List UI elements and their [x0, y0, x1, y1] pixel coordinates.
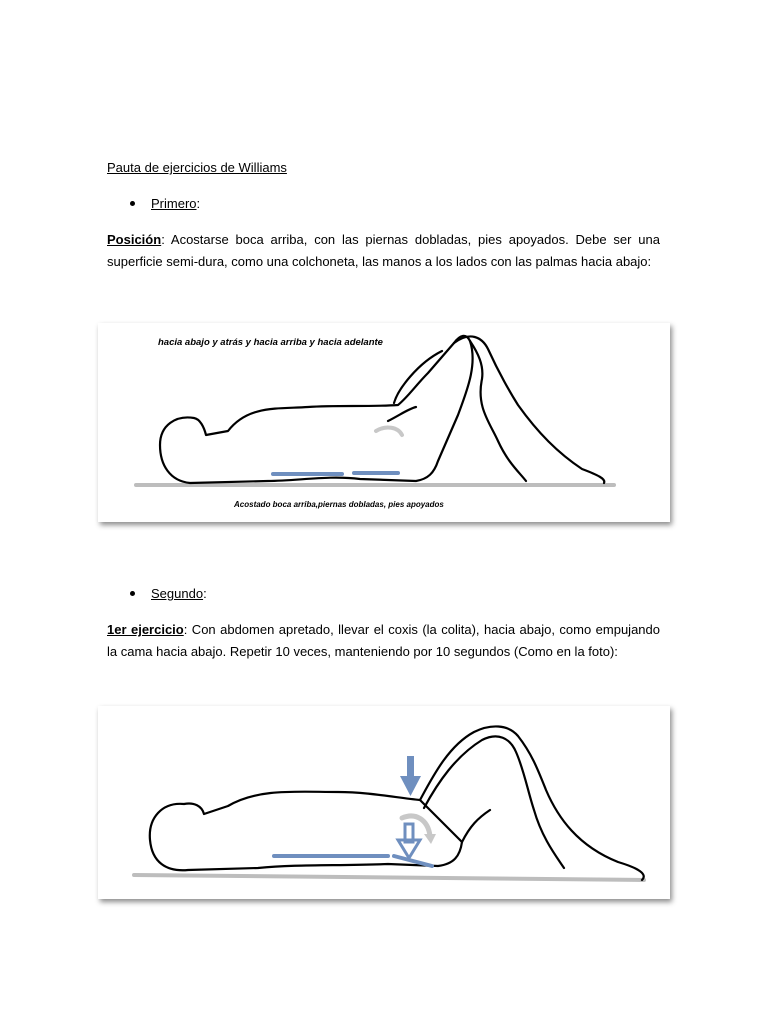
paragraph-posicion	[107, 229, 660, 272]
bullet-dot-icon	[130, 201, 135, 206]
paragraph-text: : Con abdomen apretado, llevar el coxis (la colita), hacia abajo, como empujando la cama hacia abajo. Repetir 10 veces, manteniendo por 10 segundos (Como en la foto):	[107, 622, 660, 659]
curved-arrow-icon	[376, 428, 402, 435]
bullet-dot-icon	[130, 591, 135, 596]
bullet-label: Segundo	[151, 586, 204, 601]
paragraph-label: 1er ejercicio	[107, 622, 184, 637]
legs-outline	[420, 726, 644, 880]
paragraph-label: Posición	[107, 232, 162, 247]
document-title: Pauta de ejercicios de Williams	[107, 160, 287, 175]
curved-arrow-head-icon	[424, 834, 436, 844]
figure-1-illustration	[98, 323, 670, 522]
bullet-label: Primero	[151, 196, 197, 211]
figure-1-bottom-caption: Acostado boca arriba,piernas dobladas, pies apoyados	[234, 500, 444, 509]
body-outline	[150, 792, 462, 871]
body-outline	[160, 336, 473, 483]
bullet-segundo	[130, 586, 207, 601]
legs-outline	[388, 336, 604, 483]
figure-resting-position	[98, 323, 670, 522]
paragraph-text: : Acostarse boca arriba, con las piernas dobladas, pies apoyados. Debe ser una superficie semi-dura, como una colchoneta, las manos a los lados con las palmas hacia abajo:	[107, 232, 660, 269]
figure-1-top-caption: hacia abajo y atrás y hacia arriba y hacia adelante	[158, 337, 383, 348]
paragraph-ejercicio-1	[107, 619, 660, 662]
bullet-primero	[130, 196, 200, 211]
bullet-suffix: :	[203, 586, 207, 601]
figure-2-illustration	[98, 706, 670, 899]
figure-pelvic-tilt	[98, 706, 670, 899]
floor-line	[134, 875, 644, 880]
down-arrow-icon	[398, 824, 420, 858]
bullet-suffix: :	[196, 196, 201, 211]
down-arrow-icon	[400, 756, 421, 796]
